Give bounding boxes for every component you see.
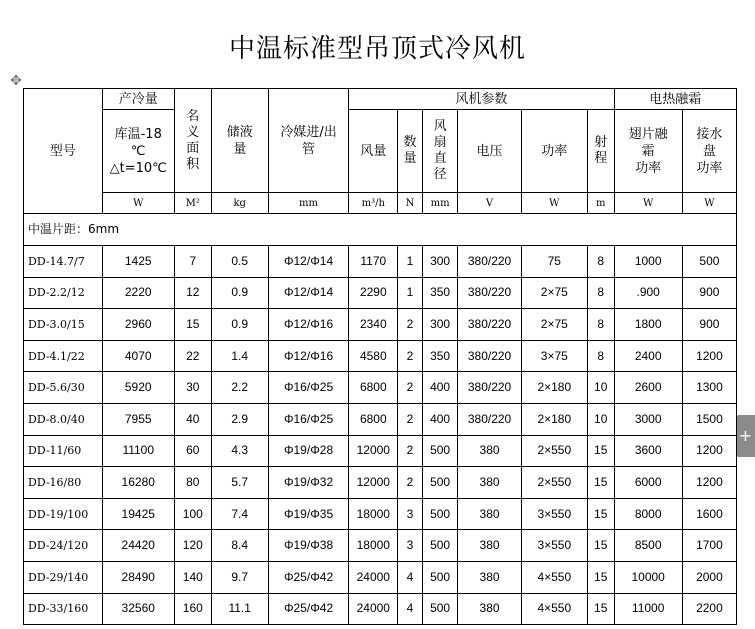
table-row bbox=[24, 467, 737, 499]
header-fan-diameter: 风 扇 直 径 bbox=[422, 110, 458, 193]
cell-air: 6800 bbox=[349, 403, 398, 435]
cell-tray: 1200 bbox=[682, 467, 736, 499]
cell-volt: 380/220 bbox=[458, 403, 521, 435]
cell-liquid: 5.7 bbox=[211, 467, 268, 499]
cell-pipe: Φ12/Φ14 bbox=[268, 246, 349, 278]
cell-capacity: 5920 bbox=[102, 372, 174, 404]
cell-model: DD-14.7/7 bbox=[24, 246, 103, 278]
cell-power: 2×180 bbox=[521, 403, 587, 435]
cell-fin: 2600 bbox=[614, 372, 682, 404]
cell-dia: 500 bbox=[422, 467, 458, 499]
table-row bbox=[24, 403, 737, 435]
cell-fin: 3000 bbox=[614, 403, 682, 435]
cell-pipe: Φ19/Φ32 bbox=[268, 467, 349, 499]
table-row bbox=[24, 435, 737, 467]
cell-fin: 6000 bbox=[614, 467, 682, 499]
cell-fans: 2 bbox=[398, 309, 422, 341]
cell-dia: 300 bbox=[422, 246, 458, 278]
cell-capacity: 2220 bbox=[102, 277, 174, 309]
cell-model: DD-3.0/15 bbox=[24, 309, 103, 341]
cell-model: DD-11/60 bbox=[24, 435, 103, 467]
cell-throw: 8 bbox=[587, 340, 614, 372]
cell-power: 3×75 bbox=[521, 340, 587, 372]
unit-cell: kg bbox=[211, 193, 268, 214]
cell-air: 1170 bbox=[349, 246, 398, 278]
table-row bbox=[24, 340, 737, 372]
cell-tray: 1600 bbox=[682, 498, 736, 530]
cell-capacity: 16280 bbox=[102, 467, 174, 499]
cell-air: 4580 bbox=[349, 340, 398, 372]
cell-capacity: 4070 bbox=[102, 340, 174, 372]
cell-volt: 380 bbox=[458, 435, 521, 467]
cell-area: 12 bbox=[174, 277, 211, 309]
cell-dia: 500 bbox=[422, 435, 458, 467]
cell-air: 12000 bbox=[349, 435, 398, 467]
cell-model: DD-33/160 bbox=[24, 593, 103, 625]
cell-air: 12000 bbox=[349, 467, 398, 499]
header-cooling-condition: 库温-18 ℃ △t=10℃ bbox=[102, 110, 174, 193]
cell-model: DD-8.0/40 bbox=[24, 403, 103, 435]
cell-power: 3×550 bbox=[521, 498, 587, 530]
cell-capacity: 1425 bbox=[102, 246, 174, 278]
cell-fans: 3 bbox=[398, 498, 422, 530]
cell-model: DD-19/100 bbox=[24, 498, 103, 530]
unit-cell: mm bbox=[422, 193, 458, 214]
cell-volt: 380 bbox=[458, 561, 521, 593]
cell-fin: 8500 bbox=[614, 530, 682, 562]
cell-dia: 500 bbox=[422, 561, 458, 593]
cell-liquid: 2.2 bbox=[211, 372, 268, 404]
cell-power: 2×180 bbox=[521, 372, 587, 404]
cell-pipe: Φ12/Φ16 bbox=[268, 309, 349, 341]
header-fan-params: 风机参数 bbox=[349, 89, 614, 110]
cell-tray: 1200 bbox=[682, 340, 736, 372]
cell-dia: 400 bbox=[422, 372, 458, 404]
cell-fin: 3600 bbox=[614, 435, 682, 467]
cell-pipe: Φ12/Φ14 bbox=[268, 277, 349, 309]
cell-tray: 1200 bbox=[682, 435, 736, 467]
unit-cell: V bbox=[458, 193, 521, 214]
cell-tray: 1700 bbox=[682, 530, 736, 562]
cell-air: 2340 bbox=[349, 309, 398, 341]
cell-dia: 350 bbox=[422, 340, 458, 372]
unit-cell: W bbox=[682, 193, 736, 214]
cell-air: 2290 bbox=[349, 277, 398, 309]
cell-volt: 380 bbox=[458, 593, 521, 625]
header-model: 型号 bbox=[24, 89, 103, 214]
cell-fin: 2400 bbox=[614, 340, 682, 372]
cell-throw: 8 bbox=[587, 277, 614, 309]
header-voltage: 电压 bbox=[458, 110, 521, 193]
cell-throw: 15 bbox=[587, 561, 614, 593]
cell-fans: 1 bbox=[398, 246, 422, 278]
cell-fin: 1800 bbox=[614, 309, 682, 341]
cell-area: 15 bbox=[174, 309, 211, 341]
table-row bbox=[24, 593, 737, 625]
unit-cell: W bbox=[102, 193, 174, 214]
cell-throw: 15 bbox=[587, 467, 614, 499]
cell-dia: 500 bbox=[422, 498, 458, 530]
cell-model: DD-5.6/30 bbox=[24, 372, 103, 404]
cell-pipe: Φ12/Φ16 bbox=[268, 340, 349, 372]
cell-area: 160 bbox=[174, 593, 211, 625]
document-title: 中温标准型吊顶式冷风机 bbox=[228, 34, 526, 64]
table-row bbox=[24, 246, 737, 278]
cell-air: 18000 bbox=[349, 498, 398, 530]
cell-capacity: 19425 bbox=[102, 498, 174, 530]
cell-fin: 1000 bbox=[614, 246, 682, 278]
cell-pipe: Φ16/Φ25 bbox=[268, 403, 349, 435]
cell-liquid: 0.9 bbox=[211, 309, 268, 341]
cell-throw: 10 bbox=[587, 403, 614, 435]
cell-liquid: 4.3 bbox=[211, 435, 268, 467]
header-refrigerant-pipe: 冷媒进/出 管 bbox=[268, 89, 349, 193]
cell-air: 24000 bbox=[349, 561, 398, 593]
cell-tray: 500 bbox=[682, 246, 736, 278]
cell-area: 40 bbox=[174, 403, 211, 435]
cell-model: DD-2.2/12 bbox=[24, 277, 103, 309]
cell-capacity: 2960 bbox=[102, 309, 174, 341]
cell-model: DD-29/140 bbox=[24, 561, 103, 593]
cell-volt: 380/220 bbox=[458, 277, 521, 309]
header-throw: 射 程 bbox=[587, 110, 614, 193]
cell-area: 7 bbox=[174, 246, 211, 278]
cell-pipe: Φ19/Φ28 bbox=[268, 435, 349, 467]
cell-tray: 2200 bbox=[682, 593, 736, 625]
unit-cell: mm bbox=[268, 193, 349, 214]
header-air-volume: 风量 bbox=[349, 110, 398, 193]
cell-capacity: 7955 bbox=[102, 403, 174, 435]
cell-volt: 380 bbox=[458, 498, 521, 530]
cell-volt: 380/220 bbox=[458, 309, 521, 341]
cell-power: 2×550 bbox=[521, 467, 587, 499]
table-row bbox=[24, 561, 737, 593]
table-row bbox=[24, 498, 737, 530]
table-row bbox=[24, 277, 737, 309]
cell-model: DD-16/80 bbox=[24, 467, 103, 499]
header-fin-defrost-power: 翅片融 霜 功率 bbox=[614, 110, 682, 193]
cell-power: 2×550 bbox=[521, 435, 587, 467]
cell-liquid: 0.5 bbox=[211, 246, 268, 278]
cell-fin: .900 bbox=[614, 277, 682, 309]
cell-capacity: 28490 bbox=[102, 561, 174, 593]
cell-air: 6800 bbox=[349, 372, 398, 404]
header-power: 功率 bbox=[521, 110, 587, 193]
section-label: 中温片距：6mm bbox=[24, 214, 737, 246]
cell-dia: 300 bbox=[422, 309, 458, 341]
cell-throw: 15 bbox=[587, 498, 614, 530]
cell-power: 2×75 bbox=[521, 277, 587, 309]
cell-fans: 3 bbox=[398, 530, 422, 562]
table-row bbox=[24, 530, 737, 562]
cell-dia: 500 bbox=[422, 593, 458, 625]
cell-fin: 10000 bbox=[614, 561, 682, 593]
cell-liquid: 0.9 bbox=[211, 277, 268, 309]
cell-fans: 2 bbox=[398, 403, 422, 435]
cell-model: DD-4.1/22 bbox=[24, 340, 103, 372]
cell-capacity: 32560 bbox=[102, 593, 174, 625]
cell-fans: 2 bbox=[398, 340, 422, 372]
cell-fans: 2 bbox=[398, 435, 422, 467]
cell-area: 140 bbox=[174, 561, 211, 593]
cell-power: 3×550 bbox=[521, 530, 587, 562]
cell-liquid: 2.9 bbox=[211, 403, 268, 435]
cell-dia: 500 bbox=[422, 530, 458, 562]
cell-pipe: Φ16/Φ25 bbox=[268, 372, 349, 404]
cell-tray: 1500 bbox=[682, 403, 736, 435]
spec-table bbox=[23, 88, 737, 625]
header-cooling-capacity: 产冷量 bbox=[102, 89, 174, 110]
cell-tray: 2000 bbox=[682, 561, 736, 593]
unit-cell: W bbox=[614, 193, 682, 214]
cell-pipe: Φ19/Φ38 bbox=[268, 530, 349, 562]
table-move-handle-icon[interactable]: ✥ bbox=[10, 73, 22, 89]
cell-fin: 8000 bbox=[614, 498, 682, 530]
cell-throw: 8 bbox=[587, 246, 614, 278]
cell-liquid: 9.7 bbox=[211, 561, 268, 593]
cell-tray: 1300 bbox=[682, 372, 736, 404]
cell-fans: 2 bbox=[398, 372, 422, 404]
cell-throw: 15 bbox=[587, 435, 614, 467]
cell-model: DD-24/120 bbox=[24, 530, 103, 562]
cell-fin: 11000 bbox=[614, 593, 682, 625]
unit-cell: m³/h bbox=[349, 193, 398, 214]
cell-fans: 1 bbox=[398, 277, 422, 309]
cell-dia: 400 bbox=[422, 403, 458, 435]
cell-pipe: Φ25/Φ42 bbox=[268, 561, 349, 593]
table-row bbox=[24, 372, 737, 404]
cell-capacity: 11100 bbox=[102, 435, 174, 467]
cell-power: 4×550 bbox=[521, 593, 587, 625]
cell-throw: 15 bbox=[587, 593, 614, 625]
cell-dia: 350 bbox=[422, 277, 458, 309]
cell-fans: 4 bbox=[398, 561, 422, 593]
cell-area: 80 bbox=[174, 467, 211, 499]
cell-pipe: Φ25/Φ42 bbox=[268, 593, 349, 625]
cell-area: 100 bbox=[174, 498, 211, 530]
unit-cell: N bbox=[398, 193, 422, 214]
cell-pipe: Φ19/Φ35 bbox=[268, 498, 349, 530]
table-add-handle-icon[interactable]: + bbox=[736, 415, 755, 457]
cell-air: 18000 bbox=[349, 530, 398, 562]
table-body bbox=[24, 246, 737, 625]
cell-area: 22 bbox=[174, 340, 211, 372]
header-area: 名 义 面 积 bbox=[174, 89, 211, 193]
cell-liquid: 8.4 bbox=[211, 530, 268, 562]
cell-liquid: 11.1 bbox=[211, 593, 268, 625]
cell-area: 30 bbox=[174, 372, 211, 404]
cell-throw: 8 bbox=[587, 309, 614, 341]
header-tray-power: 接水 盘 功率 bbox=[682, 110, 736, 193]
cell-liquid: 1.4 bbox=[211, 340, 268, 372]
cell-throw: 15 bbox=[587, 530, 614, 562]
header-defrost: 电热融霜 bbox=[614, 89, 737, 110]
cell-volt: 380/220 bbox=[458, 340, 521, 372]
cell-throw: 10 bbox=[587, 372, 614, 404]
cell-air: 24000 bbox=[349, 593, 398, 625]
cell-area: 120 bbox=[174, 530, 211, 562]
cell-power: 4×550 bbox=[521, 561, 587, 593]
unit-cell: W bbox=[521, 193, 587, 214]
cell-capacity: 24420 bbox=[102, 530, 174, 562]
cell-volt: 380 bbox=[458, 467, 521, 499]
cell-volt: 380 bbox=[458, 530, 521, 562]
unit-cell: M² bbox=[174, 193, 211, 214]
cell-tray: 900 bbox=[682, 277, 736, 309]
cell-power: 75 bbox=[521, 246, 587, 278]
cell-volt: 380/220 bbox=[458, 372, 521, 404]
cell-power: 2×75 bbox=[521, 309, 587, 341]
table-row bbox=[24, 309, 737, 341]
header-fan-count: 数 量 bbox=[398, 110, 422, 193]
cell-fans: 4 bbox=[398, 593, 422, 625]
cell-area: 60 bbox=[174, 435, 211, 467]
cell-fans: 2 bbox=[398, 467, 422, 499]
unit-cell: m bbox=[587, 193, 614, 214]
cell-volt: 380/220 bbox=[458, 246, 521, 278]
header-liquid-storage: 储液 量 bbox=[211, 89, 268, 193]
cell-liquid: 7.4 bbox=[211, 498, 268, 530]
cell-tray: 900 bbox=[682, 309, 736, 341]
